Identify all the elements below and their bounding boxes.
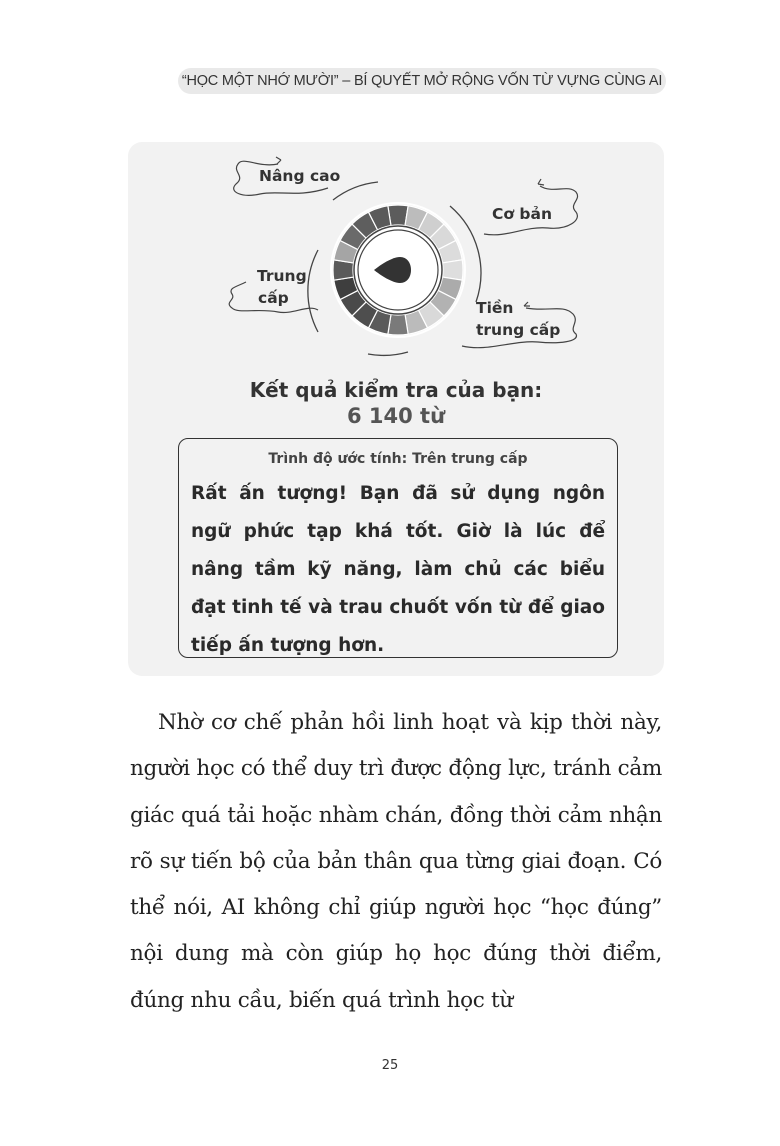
label-pre-intermediate-line1: Tiền bbox=[476, 299, 514, 317]
running-header: “HỌC MỘT NHỚ MƯỜI” – BÍ QUYẾT MỞ RỘNG VỐN TỪ VỰNG CÙNG AI bbox=[178, 68, 666, 94]
paragraph: Nhờ cơ chế phản hồi linh hoạt và kịp thời này, người học có thể duy trì được động lực, tránh cảm giác quá tải hoặc nhàm chán, đồng thời cảm nhận rõ sự tiến bộ của bản thân qua từng giai đoạn. Có thể nói, AI không chỉ giúp người học “học đúng” nội dung mà còn giúp họ học đúng thời điểm, đúng nhu cầu, biến quá trình học từ bbox=[130, 710, 662, 1013]
result-message-box bbox=[178, 438, 618, 658]
label-intermediate-line2: cấp bbox=[258, 289, 289, 307]
result-title: Kết quả kiểm tra của bạn: bbox=[249, 378, 543, 402]
result-message: Rất ấn tượng! Bạn đã sử dụng ngôn ngữ phức tạp khá tốt. Giờ là lúc để nâng tầm kỹ năng, làm chủ các biểu đạt tinh tế và trau chuốt vốn từ để giao tiếp ấn tượng hơn. bbox=[191, 483, 605, 656]
label-pre-intermediate-line2: trung cấp bbox=[476, 321, 561, 339]
label-intermediate-line1: Trung bbox=[257, 267, 307, 285]
level-dial bbox=[128, 142, 664, 382]
body-text bbox=[130, 700, 662, 1024]
page-number: 25 bbox=[381, 1058, 399, 1073]
result-value: 6 140 từ bbox=[346, 404, 446, 428]
vocabulary-test-result-figure bbox=[128, 142, 664, 676]
label-basic: Cơ bản bbox=[492, 205, 553, 223]
label-advanced: Nâng cao bbox=[259, 167, 341, 185]
estimated-level: Trình độ ước tính: Trên trung cấp bbox=[268, 451, 528, 467]
